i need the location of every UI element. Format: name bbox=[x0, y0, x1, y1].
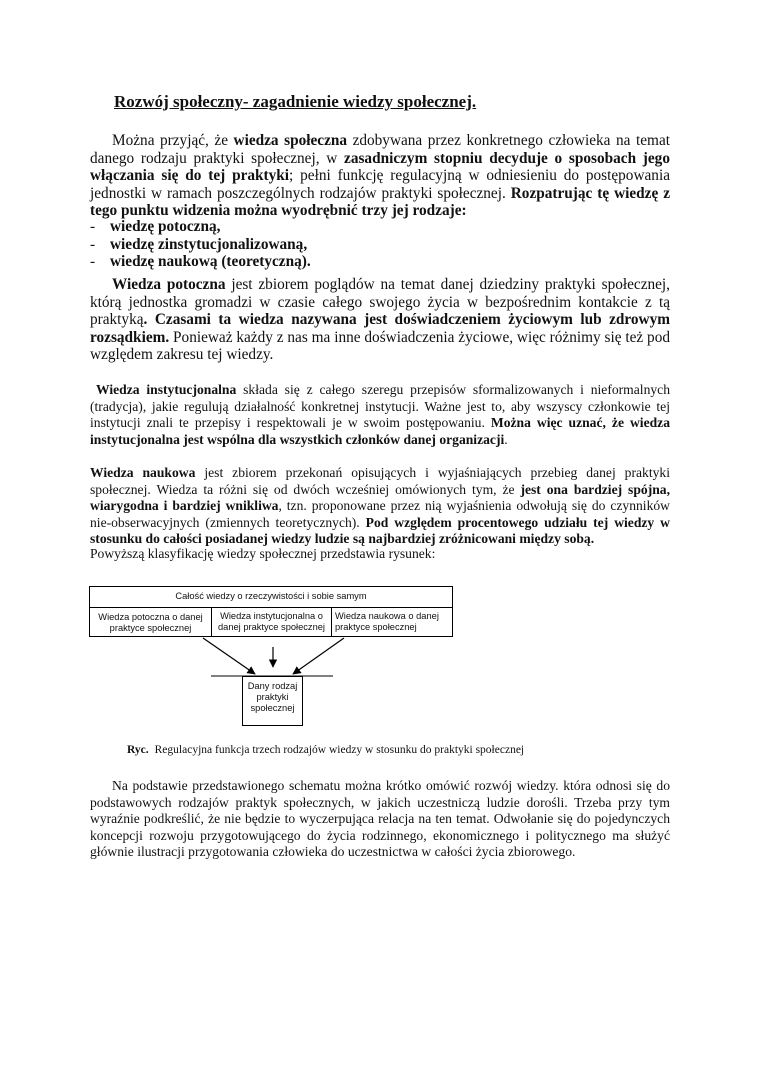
bold-phrase: Można więc uznać, że wiedza instytucjonalna jest wspólna dla wszystkich członków danej organizacji bbox=[90, 415, 670, 447]
list-item-text: wiedzę zinstytucjonalizowaną, bbox=[110, 235, 308, 253]
list-dash: - bbox=[90, 235, 96, 253]
list-item bbox=[90, 218, 311, 236]
bold-term: Wiedza naukowa bbox=[90, 465, 196, 480]
bold-term: wiedza społeczna bbox=[233, 132, 348, 149]
bold-phrase: Pod względem procentowego udziału tej wiedzy w stosunku do całości posiadanej wiedzy ludzie są najbardziej zróżnicowani między sobą. bbox=[90, 514, 670, 546]
paragraph-intro bbox=[90, 132, 670, 220]
bold-phrase: Rozpatrując tę wiedzę z tego punktu widzenia można wyodrębnić trzy jej rodzaje: bbox=[90, 184, 671, 219]
text-run: jest zbiorem poglądów na temat danej dziedziny praktyki społecznej, którą jednostka gromadzi w czasie całego swojego życia w bezpośrednim kontakcie z tą praktyką bbox=[90, 276, 671, 328]
bold-phrase: zasadniczym stopniu decyduje o sposobach jego włączania się do tej praktyki bbox=[90, 149, 670, 184]
text-run: , tzn. proponowane przez nią wyjaśnienia odwołują się do czynników nie-obserwacyjnych (zmiennych teoretycznych). bbox=[90, 498, 670, 530]
list-item-text: wiedzę naukową (teoretyczną). bbox=[110, 253, 311, 270]
paragraph-scientific-knowledge bbox=[90, 465, 670, 548]
list-item bbox=[90, 253, 311, 271]
text-run: Ponieważ każdy z nas ma inne doświadczenia życiowe, więc różnimy się też pod względem zakresu tej wiedzy. bbox=[90, 328, 670, 363]
list-dash: - bbox=[90, 253, 96, 270]
text-run: ; pełni funkcję regulacyjną w odniesieniu do postępowania jednostki w ramach poszczególnych rodzajów praktyki społecznej. bbox=[90, 167, 670, 202]
text-run: składa się z całego szeregu przepisów sformalizowanych i nieformalnych (tradycja), jakie regulują działalność konkretnej instytucji. Ważne jest to, aby wszyscy członkowie tej instytucji znali te przepisy i respektowali je w swoim postępowaniu. bbox=[90, 382, 670, 430]
bold-term: Wiedza instytucjonalna bbox=[96, 382, 237, 397]
paragraph-figure-intro: Powyższą klasyfikację wiedzy społecznej przedstawia rysunek: bbox=[90, 546, 436, 561]
text-run: Można przyjąć, że bbox=[112, 132, 234, 149]
caption-text: Regulacyjna funkcja trzech rodzajów wiedzy w stosunku do praktyki społecznej bbox=[154, 744, 525, 756]
text-run: . bbox=[504, 431, 508, 447]
list-item-text: wiedzę potoczną, bbox=[110, 218, 221, 235]
bold-term: Wiedza potoczna bbox=[112, 276, 226, 293]
diagram-box-practice: Dany rodzaj praktyki społecznej bbox=[242, 676, 303, 726]
diagram-box-common-knowledge: Wiedza potoczna o danej praktyce społecznej bbox=[89, 607, 212, 637]
paragraph-common-knowledge bbox=[90, 276, 670, 364]
arrow-from-common bbox=[203, 638, 255, 674]
list-item bbox=[90, 236, 311, 254]
paragraph-institutional-knowledge bbox=[90, 382, 670, 448]
figure-caption bbox=[127, 744, 524, 756]
diagram-box-scientific-knowledge: Wiedza naukowa o danej praktyce społecznej bbox=[331, 607, 453, 637]
text-run: jest zbiorem przekonań opisujących i wyjaśniających przebieg danej praktyki społecznej. Wiedza ta różni się od dwóch wcześniej omówionych tym, że bbox=[90, 465, 670, 497]
bold-phrase: . Czasami ta wiedza nazywana jest doświadczeniem życiowym lub zdrowym rozsądkiem. bbox=[90, 311, 670, 346]
text-run: zdobywana przez konkretnego człowieka na temat danego rodzaju praktyki społecznej, w bbox=[90, 132, 670, 167]
diagram-box-institutional-knowledge: Wiedza instytucjonalna o danej praktyce społecznej bbox=[211, 607, 332, 637]
paragraph-conclusion: Na podstawie przedstawionego schematu można krótko omówić rozwój wiedzy. która odnosi się do podstawowych rodzajów praktyk społecznych, w jakich uczestniczą ludzie dorośli. Trzeba przy tym wyraźnie podkreślić, że nie będzie to wyczerpująca relacja na ten temat. Odwołanie się do pojedynczych koncepcji rozwoju przygotowującego do życia rodzinnego, ekonomicznego i politycznego ma służyć głównie ilustracji przygotowania człowieka do uczestnictwa w całości życia zbiorowego. bbox=[90, 778, 670, 859]
arrow-from-scientific bbox=[293, 638, 344, 674]
list-dash: - bbox=[90, 218, 96, 235]
page-title: Rozwój społeczny- zagadnienie wiedzy społecznej. bbox=[114, 92, 477, 111]
bold-phrase: jest ona bardziej spójna, wiarygodna i bardziej wnikliwa bbox=[90, 481, 670, 513]
diagram-box-total-knowledge: Całość wiedzy o rzeczywistości i sobie samym bbox=[89, 586, 453, 608]
caption-label: Ryc. bbox=[127, 744, 149, 756]
knowledge-types-list bbox=[90, 218, 311, 271]
